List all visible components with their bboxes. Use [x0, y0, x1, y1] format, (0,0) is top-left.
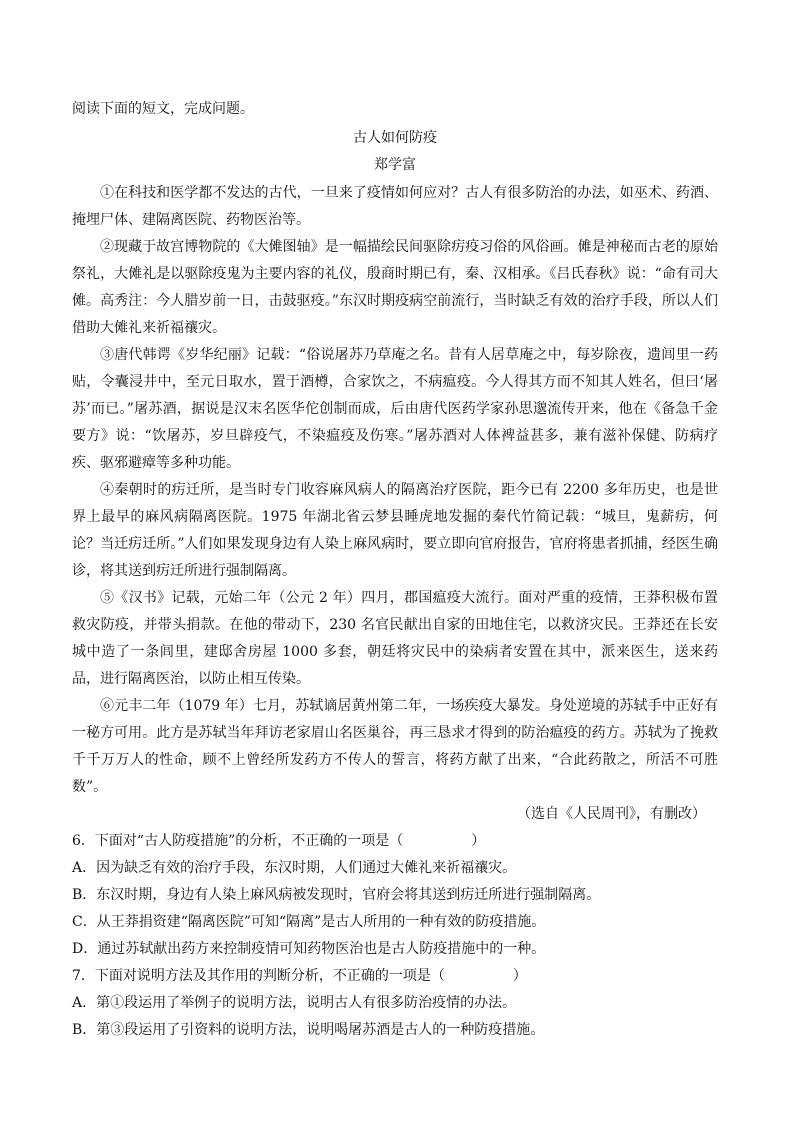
question-6-option-c: C．从王莽捐资建“隔离医院”可知“隔离”是古人所用的一种有效的防疫措施。: [72, 914, 546, 930]
paragraph-5: ⑤《汉书》记载，元始二年（公元 2 年）四月，郡国瘟疫大流行。面对严重的疫情，王莽积极布置救灾防疫，并带头捐款。在他的带动下，230 名官民献出自家的田地住宅，以救济灾民。王莽还在长安城中造了一条闾里，建邸舍房屋 1000 多套，朝廷将灾民中的染病者安置在其中，派来医生，送来药品，进行隔离医治，以防止相互传染。: [72, 590, 718, 687]
question-7-option-b: B．第③段运用了引资料的说明方法，说明喝屠苏酒是古人的一种防疫措施。: [72, 1022, 545, 1038]
question-7-option-a: A．第①段运用了举例子的说明方法，说明古人有很多防治疫情的办法。: [72, 995, 517, 1011]
paragraph-1: ①在科技和医学都不发达的古代，一旦来了疫情如何应对？古人有很多防治的办法，如巫术、药酒、掩埋尸体、建隔离医院、药物医治等。: [72, 185, 718, 228]
instruction-text: 阅读下面的短文，完成问题。: [72, 101, 254, 117]
question-7-text: 7．下面对说明方法及其作用的判断分析，不正确的一项是（: [72, 968, 445, 984]
question-6-paren-close: ）: [471, 833, 486, 849]
question-6-stem: [72, 828, 718, 855]
article-title: 古人如何防疫: [353, 130, 437, 146]
question-7-paren-close: ）: [512, 968, 527, 984]
question-6-text: 6．下面对“古人防疫措施”的分析，不正确的一项是（: [72, 833, 404, 849]
article-source: （选自《人民周刊》，有删改）: [517, 806, 706, 822]
paragraph-3: ③唐代韩谔《岁华纪丽》记载：“俗说屠苏乃草庵之名。昔有人居草庵之中，每岁除夜，遗闾里一药贴，令囊浸井中，至元日取水，置于酒樽，合家饮之，不病瘟疫。今人得其方而不知其人姓名，但曰‘屠苏’而已。”屠苏酒，据说是汉末名医华佗创制而成，后由唐代医药学家孙思邈流传开来，他在《备急千金要方》说：“饮屠苏，岁旦辟疫气，不染瘟疫及伤寒。”屠苏酒对人体裨益甚多，兼有滋补保健、防病疗疾、驱邪避瘴等多种功能。: [72, 347, 718, 471]
paragraph-6: ⑥元丰二年（1079 年）七月，苏轼谪居黄州第二年，一场疾疫大暴发。身处逆境的苏轼手中正好有一秘方可用。此方是苏轼当年拜访老家眉山名医巢谷，再三恳求才得到的防治瘟疫的药方。苏轼为了挽救千千万万人的性命，顾不上曾经所发药方不传人的誓言，将药方献了出来，“合此药散之，所活不可胜数”。: [72, 698, 718, 795]
question-6-option-d: D．通过苏轼献出药方来控制疫情可知药物医治也是古人防疫措施中的一种。: [72, 941, 546, 957]
paragraph-4: ④秦朝时的疠迁所，是当时专门收容麻风病人的隔离治疗医院，距今已有 2200 多年历史，也是世界上最早的麻风病隔离医院。1975 年湖北省云梦县睡虎地发掘的秦代竹简记载：“城旦，鬼薪疠，何论？当迁疠迁所。”人们如果发现身边有人染上麻风病时，要立即向官府报告，官府将患者抓捕，经医生确诊，将其送到疠迁所进行强制隔离。: [72, 482, 718, 579]
question-6-option-b: B．东汉时期，身边有人染上麻风病被发现时，官府会将其送到疠迁所进行强制隔离。: [72, 887, 601, 903]
question-7-stem: [72, 963, 718, 990]
article-author: 郑学富: [374, 157, 416, 173]
paragraph-2: ②现藏于故宫博物院的《大傩图轴》是一幅描绘民间驱除疠疫习俗的风俗画。傩是神秘而古老的原始祭礼，大傩礼是以驱除疫鬼为主要内容的礼仪，殷商时期已有，秦、汉相承。《吕氏春秋》说：“命有司大傩。高秀注：今人腊岁前一日，击鼓驱疫。”东汉时期疫病空前流行，当时缺乏有效的治疗手段，所以人们借助大傩礼来祈福禳灾。: [72, 239, 718, 336]
question-6-option-a: A．因为缺乏有效的治疗手段，东汉时期，人们通过大傩礼来祈福禳灾。: [72, 860, 517, 876]
